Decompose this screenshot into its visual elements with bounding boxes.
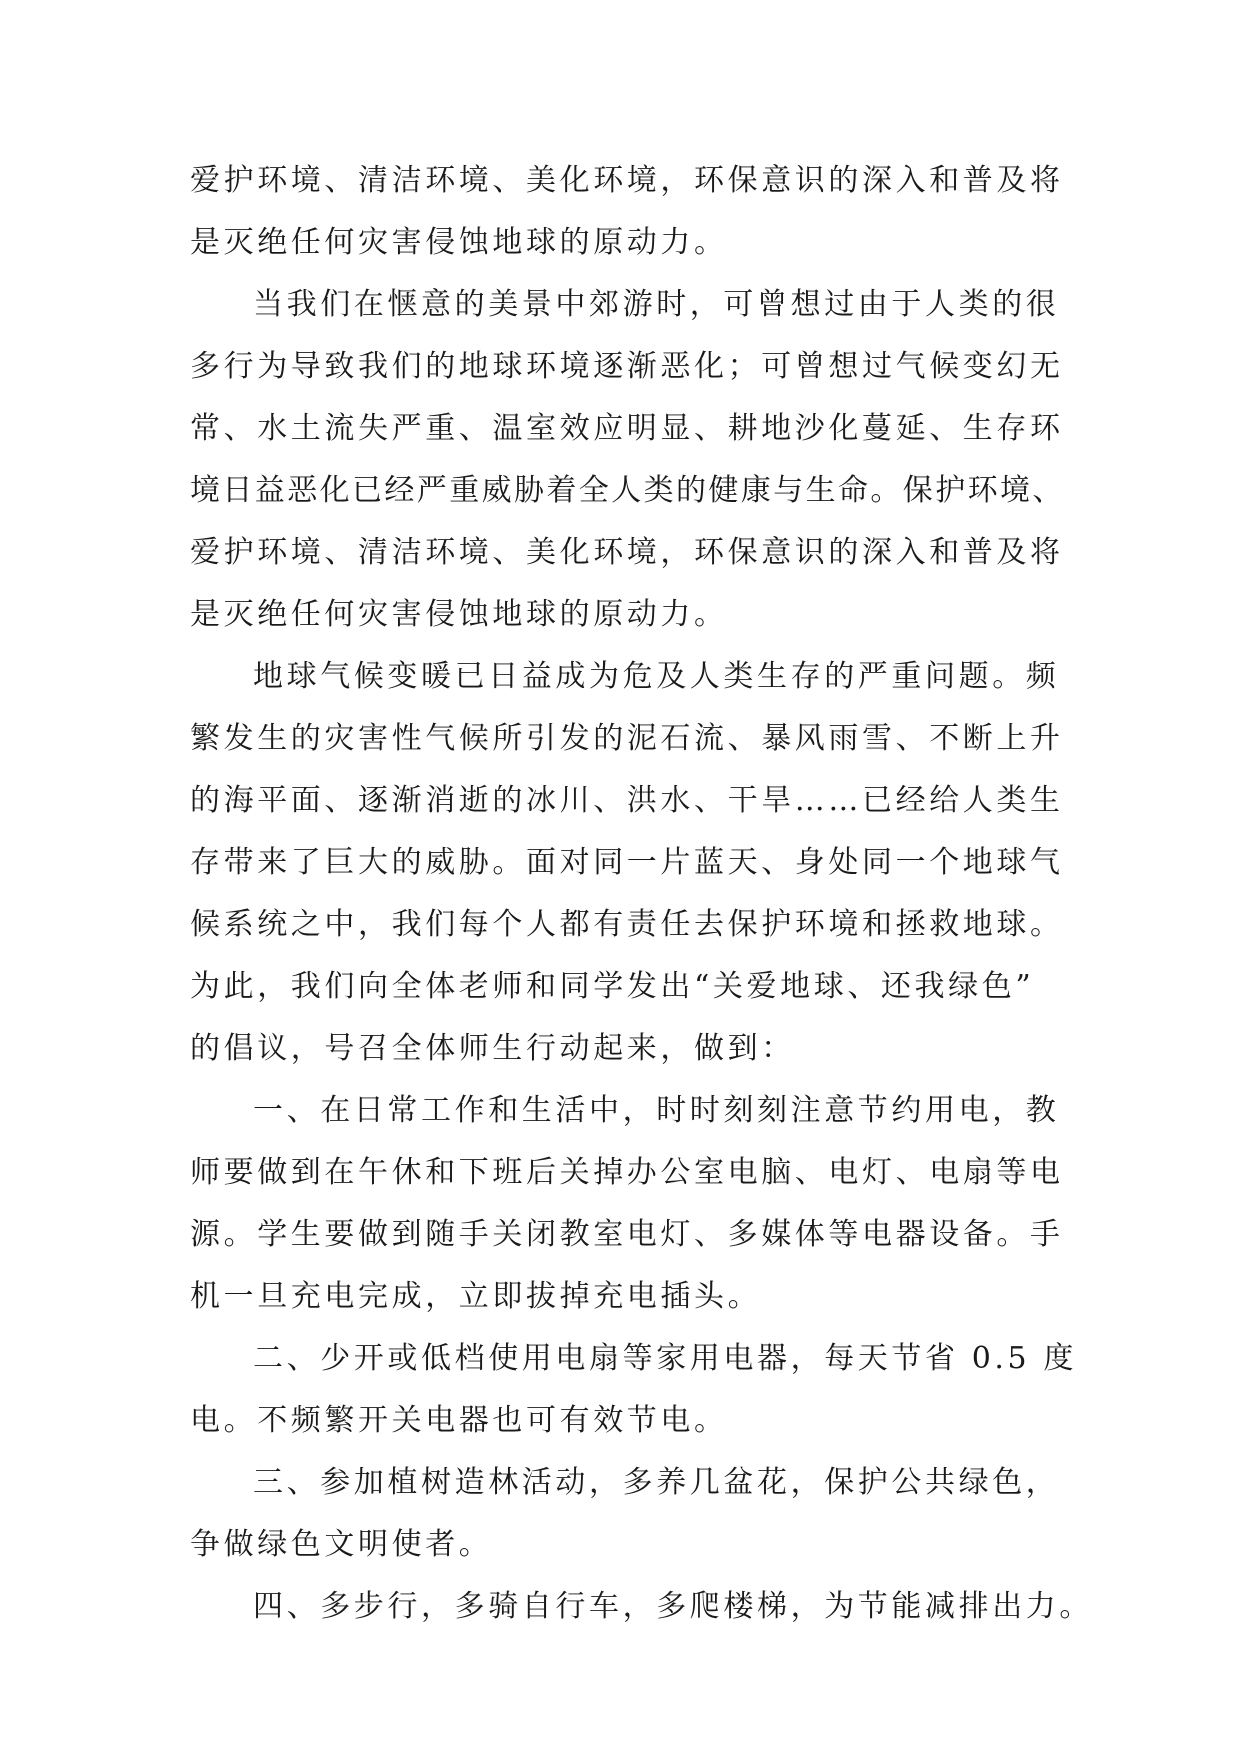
text-line: 师要做到在午休和下班后关掉办公室电脑、电灯、电扇等电 — [190, 1155, 1064, 1190]
paragraph-start-line: 地球气候变暖已日益成为危及人类生存的严重问题。频 — [253, 659, 1060, 694]
text-line: 候系统之中，我们每个人都有责任去保护环境和拯救地球。 — [190, 907, 1064, 942]
text-line: 常、水土流失严重、温室效应明显、耕地沙化蔓延、生存环 — [190, 411, 1064, 446]
text-line: 机一旦充电完成，立即拔掉充电插头。 — [190, 1279, 762, 1314]
document-page — [190, 150, 1093, 1638]
text-line: 存带来了巨大的威胁。面对同一片蓝天、身处同一个地球气 — [190, 845, 1064, 880]
list-item-1-line: 一、在日常工作和生活中，时时刻刻注意节约用电，教 — [253, 1093, 1060, 1128]
text-line: 的海平面、逐渐消逝的冰川、洪水、干旱……已经给人类生 — [190, 783, 1064, 818]
text-line: 的倡议，号召全体师生行动起来，做到： — [190, 1031, 795, 1066]
text-line: 争做绿色文明使者。 — [190, 1527, 493, 1562]
list-item-4-line: 四、多步行，多骑自行车，多爬楼梯，为节能减排出力。 — [253, 1589, 1093, 1624]
list-item-3-line: 三、参加植树造林活动，多养几盆花，保护公共绿色， — [253, 1465, 1060, 1500]
text-line: 源。学生要做到随手关闭教室电灯、多媒体等电器设备。手 — [190, 1217, 1064, 1252]
text-line: 是灭绝任何灾害侵蚀地球的原动力。 — [190, 597, 728, 632]
text-line: 爱护环境、清洁环境、美化环境，环保意识的深入和普及将 — [190, 535, 1064, 570]
text-line: 境日益恶化已经严重威胁着全人类的健康与生命。保护环境、 — [190, 473, 1065, 508]
text-line: 繁发生的灾害性气候所引发的泥石流、暴风雨雪、不断上升 — [190, 721, 1064, 756]
text-line: 电。不频繁开关电器也可有效节电。 — [190, 1403, 728, 1438]
list-item-2-line: 二、少开或低档使用电扇等家用电器，每天节省 0.5 度 — [253, 1341, 1077, 1376]
text-line: 为此，我们向全体老师和同学发出“关爱地球、还我绿色” — [190, 969, 1035, 1004]
text-line: 爱护环境、清洁环境、美化环境，环保意识的深入和普及将 — [190, 163, 1064, 198]
text-line: 多行为导致我们的地球环境逐渐恶化；可曾想过气候变幻无 — [190, 349, 1064, 384]
text-line: 是灭绝任何灾害侵蚀地球的原动力。 — [190, 225, 728, 260]
paragraph-start-line: 当我们在惬意的美景中郊游时，可曾想过由于人类的很 — [253, 287, 1060, 322]
